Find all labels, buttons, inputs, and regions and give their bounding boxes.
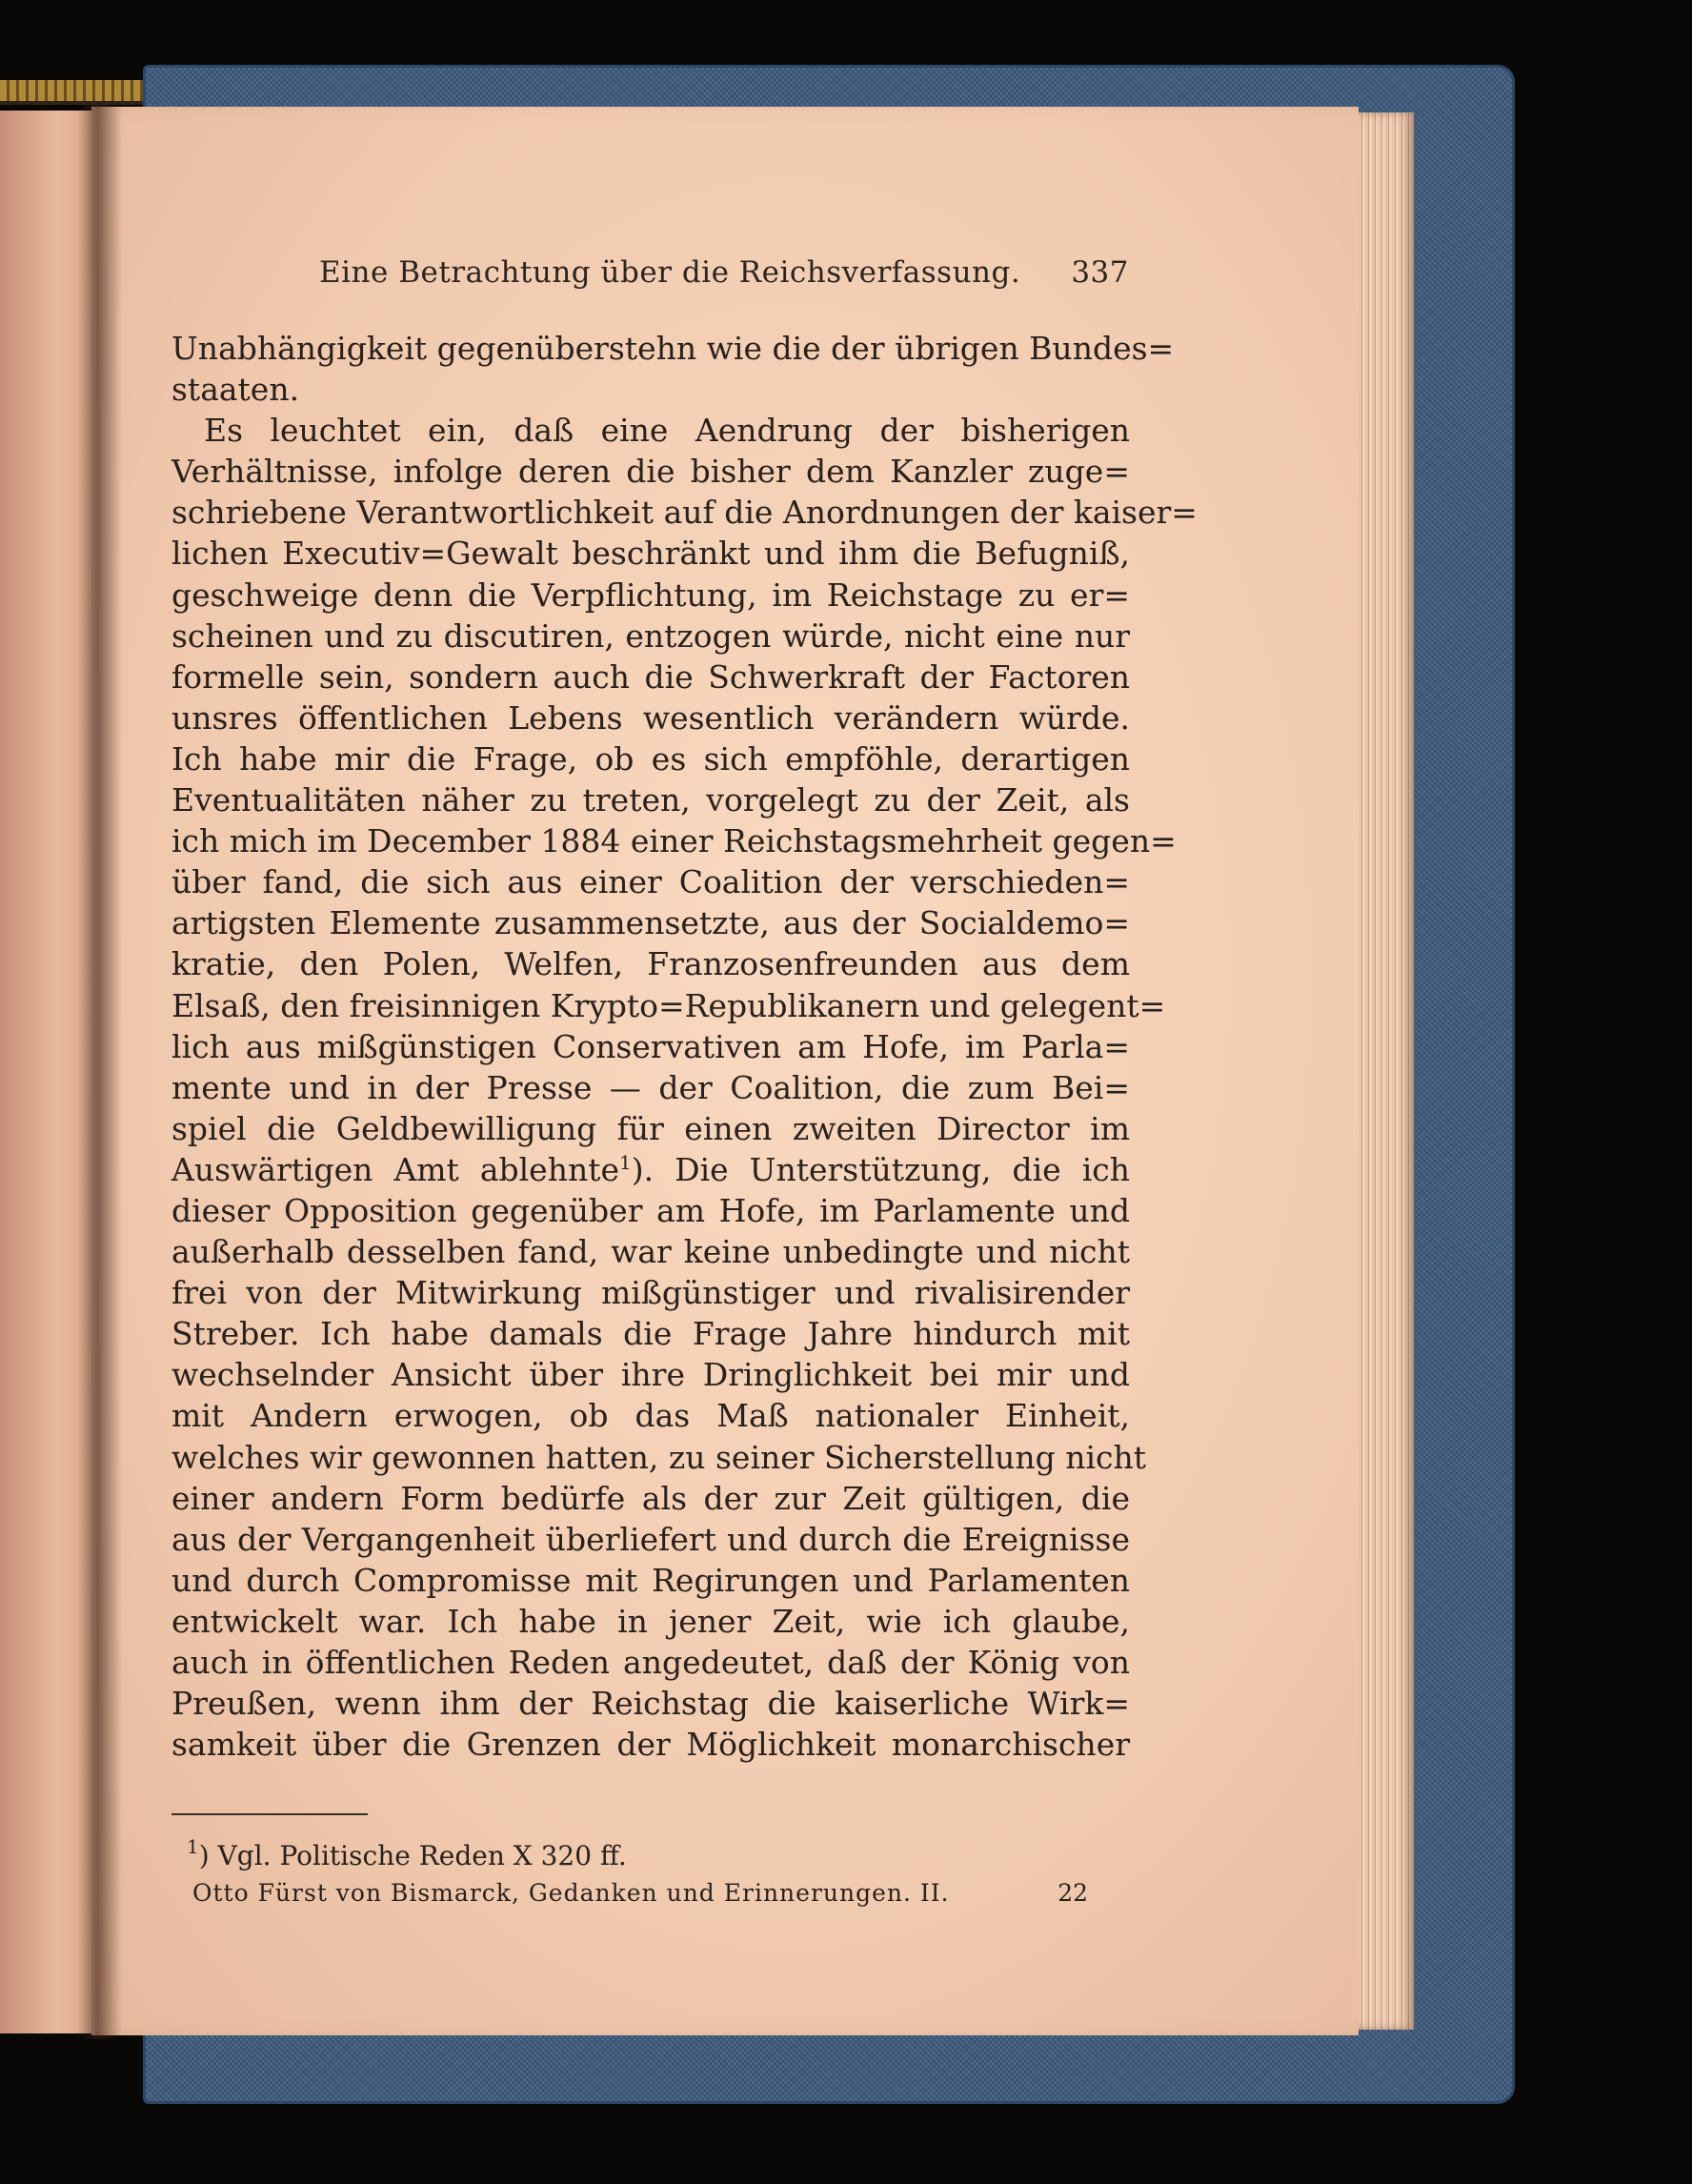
text-line: und durch Compromisse mit Regirungen und Parlamenten xyxy=(171,1561,1130,1599)
text-line: artigsten Elemente zusammensetzte, aus der Socialdemo= xyxy=(171,904,1130,942)
text-line: scheinen und zu discutiren, entzogen würde, nicht eine nur xyxy=(171,617,1130,655)
text-line: Verhältnisse, infolge deren die bisher dem Kanzler zuge= xyxy=(171,453,1130,491)
text-line: außerhalb desselben fand, war keine unbedingte und nicht xyxy=(171,1233,1130,1271)
footnote-rule xyxy=(171,1813,368,1815)
text-line: unsres öffentlichen Lebens wesentlich verändern würde. xyxy=(171,698,1130,737)
signature-text: Otto Fürst von Bismarck, Gedanken und Erinnerungen. II. xyxy=(192,1879,950,1907)
text-line: Eventualitäten näher zu treten, vorgelegt zu der Zeit, als xyxy=(171,781,1130,819)
body-text xyxy=(171,328,1198,1765)
text-line-end: ). Die Unterstützung, die ich xyxy=(631,1150,1131,1188)
text-line: lichen Executiv=Gewalt beschränkt und ihm die Befugniß, xyxy=(171,535,1130,573)
footnote-text: ) Vgl. Politische Reden X 320 ff. xyxy=(198,1840,627,1871)
text-line: kratie, den Polen, Welfen, Franzosenfreunden aus dem xyxy=(171,945,1130,983)
text-line: mit Andern erwogen, ob das Maß nationaler Einheit, xyxy=(171,1397,1130,1435)
text-line: über fand, die sich aus einer Coalition der verschieden= xyxy=(171,863,1130,901)
book-headband xyxy=(0,80,143,105)
text-line: aus der Vergangenheit überliefert und durch die Ereignisse xyxy=(171,1520,1130,1558)
text-line: lich aus mißgünstigen Conservativen am Hofe, im Parla= xyxy=(171,1027,1130,1065)
footnote-reference: 1 xyxy=(619,1150,632,1174)
text-line: Preußen, wenn ihm der Reichstag die kaiserliche Wirk= xyxy=(171,1685,1130,1723)
sheet-number: 22 xyxy=(1058,1879,1088,1907)
printer-signature xyxy=(192,1879,1088,1907)
book-gutter xyxy=(78,105,122,2039)
text-line: einer andern Form bedürfe als der zur Zeit gültigen, die xyxy=(171,1479,1130,1517)
text-line: Streber. Ich habe damals die Frage Jahre hindurch mit xyxy=(171,1315,1130,1353)
text-line: auch in öffentlichen Reden angedeutet, daß der König von xyxy=(171,1644,1130,1681)
text-line: welches wir gewonnen hatten, zu seiner Sicherstellung nicht xyxy=(171,1438,1146,1476)
text-line: spiel die Geldbewilligung für einen zweiten Director im xyxy=(171,1109,1130,1147)
text-line: frei von der Mitwirkung mißgünstiger und rivalisirender xyxy=(171,1274,1130,1312)
footnote xyxy=(187,1835,627,1871)
text-line-start: Auswärtigen Amt ablehnte xyxy=(171,1150,620,1188)
text-line: wechselnder Ansicht über ihre Dringlichkeit bei mir und xyxy=(171,1356,1130,1394)
text-line: ich mich im December 1884 einer Reichstagsmehrheit gegen= xyxy=(171,822,1177,860)
text-line: formelle sein, sondern auch die Schwerkraft der Factoren xyxy=(171,657,1130,696)
text-line: Unabhängigkeit gegenüberstehn wie die der übrigen Bundes= xyxy=(171,330,1175,367)
text-line xyxy=(171,1149,1130,1190)
text-line: Es leuchtet ein, daß eine Aendrung der bisherigen xyxy=(204,412,1130,450)
page-number: 337 xyxy=(1071,255,1129,290)
text-line: staaten. xyxy=(171,371,300,409)
text-line: entwickelt war. Ich habe in jener Zeit, wie ich glaube, xyxy=(171,1602,1130,1640)
footnote-marker: 1 xyxy=(187,1835,199,1858)
text-line: samkeit über die Grenzen der Möglichkeit monarchischer xyxy=(171,1726,1130,1764)
text-line: mente und in der Presse — der Coalition, die zum Bei= xyxy=(171,1068,1130,1106)
text-line: geschweige denn die Verpflichtung, im Reichstage zu er= xyxy=(171,576,1130,614)
text-line: Elsaß, den freisinnigen Krypto=Republikanern und gelegent= xyxy=(171,986,1166,1024)
running-head-title: Eine Betrachtung über die Reichsverfassung. xyxy=(319,255,1021,290)
text-line: schriebene Verantwortlichkeit auf die Anordnungen der kaiser= xyxy=(171,494,1198,532)
text-line: Ich habe mir die Frage, ob es sich empföhle, derartigen xyxy=(171,739,1130,778)
text-line: dieser Opposition gegenüber am Hofe, im Parlamente und xyxy=(171,1191,1130,1229)
running-head xyxy=(319,255,1129,301)
